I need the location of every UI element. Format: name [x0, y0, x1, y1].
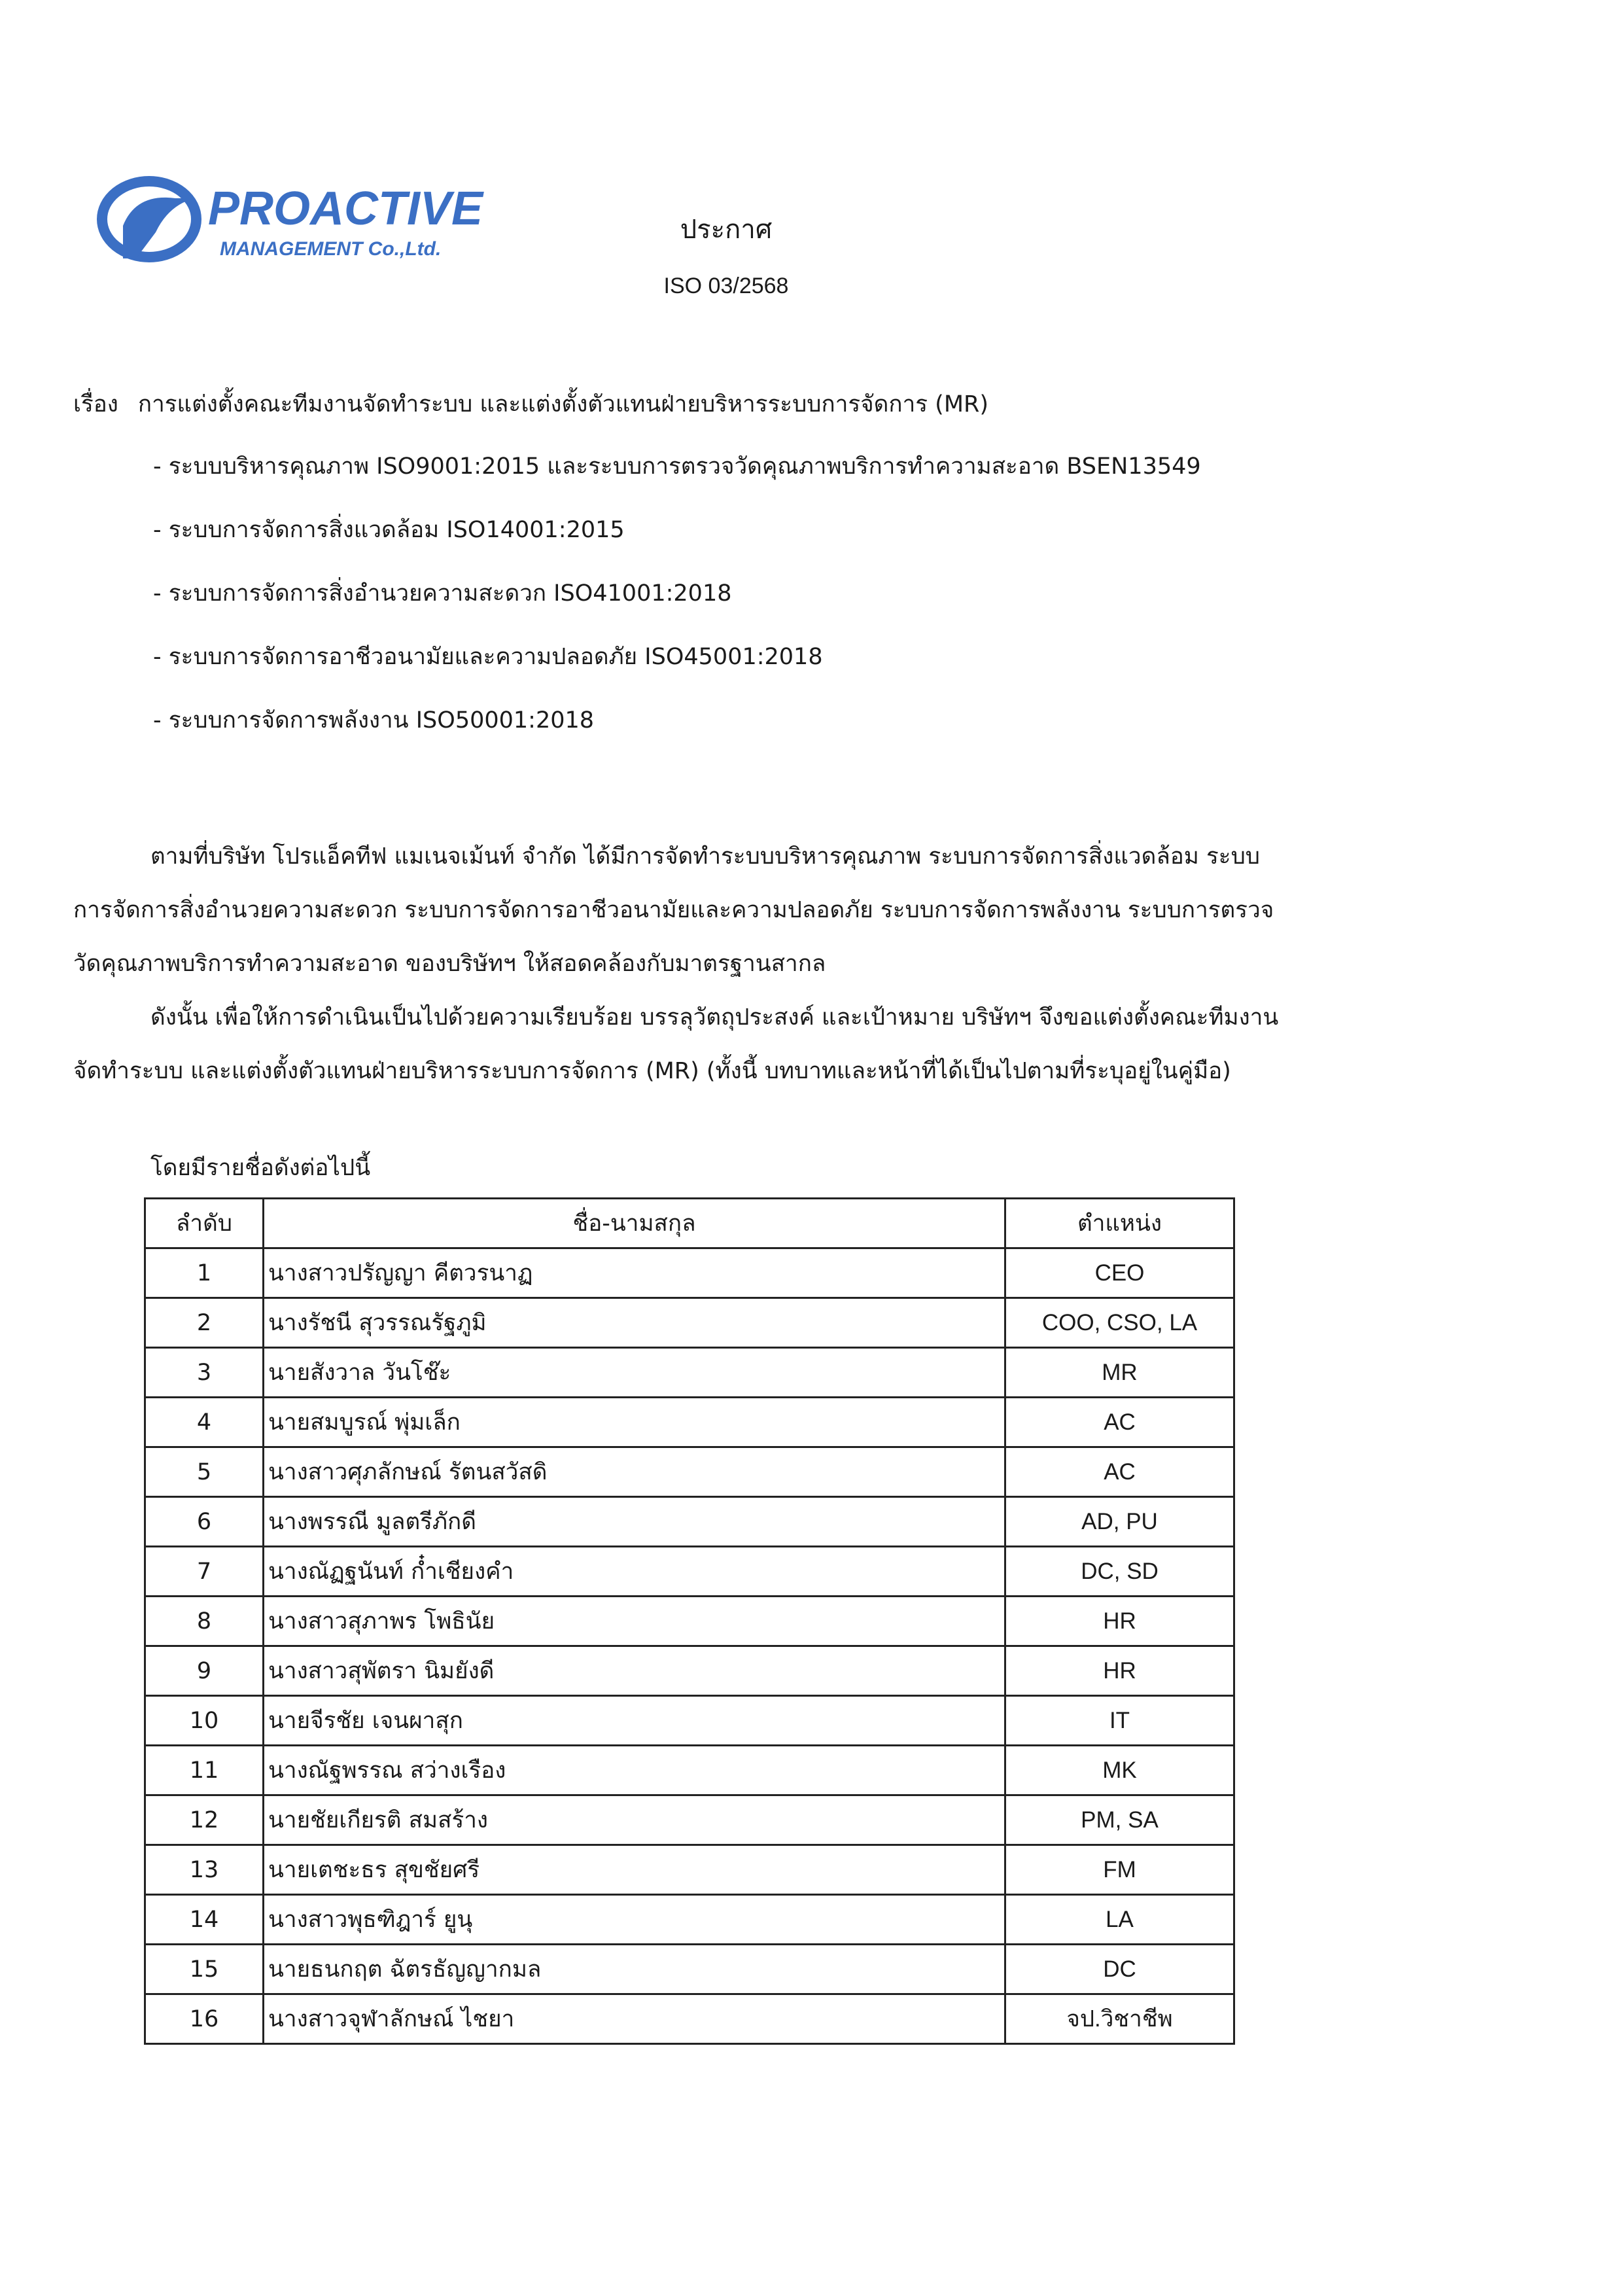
logo-sub: MANAGEMENT Co.,Ltd.: [220, 238, 442, 260]
row-name: นายธนกฤต ฉัตรธัญญากมล: [264, 1945, 1005, 1994]
header-name: ชื่อ-นามสกุล: [264, 1199, 1005, 1248]
row-name: นางณัฐพรรณ สว่างเรือง: [264, 1746, 1005, 1795]
row-order: 14: [145, 1895, 264, 1945]
table-row: [145, 1248, 1234, 1298]
row-name: นางสาวศุภลักษณ์ รัตนสวัสดิ: [264, 1447, 1005, 1497]
row-order: 2: [145, 1298, 264, 1348]
row-name: นายชัยเกียรติ สมสร้าง: [264, 1795, 1005, 1845]
row-position: DC, SD: [1005, 1547, 1234, 1597]
row-position: MR: [1005, 1348, 1234, 1398]
row-position: LA: [1005, 1895, 1234, 1945]
table-header-row: [145, 1199, 1234, 1248]
table-row: [145, 1497, 1234, 1547]
table-row: [145, 1696, 1234, 1746]
row-order: 16: [145, 1994, 264, 2044]
row-name: นางณัฏฐนันท์ ก๋ำเชียงคำ: [264, 1547, 1005, 1597]
system-item: - ระบบการจัดการสิ่งอำนวยความสะดวก ISO41001:2018: [153, 577, 1201, 641]
table-row: [145, 1547, 1234, 1597]
row-order: 12: [145, 1795, 264, 1845]
row-order: 3: [145, 1348, 264, 1398]
system-item: - ระบบการจัดการอาชีวอนามัยและความปลอดภัย ISO45001:2018: [153, 641, 1201, 704]
row-order: 4: [145, 1398, 264, 1447]
row-order: 10: [145, 1696, 264, 1746]
row-order: 13: [145, 1845, 264, 1895]
row-position: DC: [1005, 1945, 1234, 1994]
document-number: ISO 03/2568: [663, 274, 789, 298]
row-order: 6: [145, 1497, 264, 1547]
row-name: นางสาวสุพัตรา นิมยังดี: [264, 1646, 1005, 1696]
header-position: ตำแหน่ง: [1005, 1199, 1234, 1248]
announcement-body: [73, 830, 1297, 1098]
row-order: 11: [145, 1746, 264, 1795]
system-item: - ระบบบริหารคุณภาพ ISO9001:2015 และระบบการตรวจวัดคุณภาพบริการทำความสะอาด BSEN13549: [153, 450, 1201, 514]
table-row: [145, 1398, 1234, 1447]
row-order: 8: [145, 1597, 264, 1646]
system-item: - ระบบการจัดการสิ่งแวดล้อม ISO14001:2015: [153, 514, 1201, 577]
row-order: 1: [145, 1248, 264, 1298]
row-order: 15: [145, 1945, 264, 1994]
table-row: [145, 1994, 1234, 2044]
list-intro: โดยมีรายชื่อดังต่อไปนี้: [150, 1155, 371, 1181]
team-table: [144, 1197, 1235, 2045]
row-name: นายจีรชัย เจนผาสุก: [264, 1696, 1005, 1746]
table-row: [145, 1746, 1234, 1795]
row-order: 9: [145, 1646, 264, 1696]
row-order: 7: [145, 1547, 264, 1597]
row-position: MK: [1005, 1746, 1234, 1795]
table-row: [145, 1646, 1234, 1696]
row-position: PM, SA: [1005, 1795, 1234, 1845]
management-systems-list: [153, 450, 1201, 768]
subject-label: เรื่อง: [73, 391, 118, 417]
row-position: COO, CSO, LA: [1005, 1298, 1234, 1348]
row-position: AD, PU: [1005, 1497, 1234, 1547]
logo-name: PROACTIVE: [208, 183, 483, 235]
row-position: HR: [1005, 1597, 1234, 1646]
table-row: [145, 1795, 1234, 1845]
row-position: CEO: [1005, 1248, 1234, 1298]
row-name: นายเตชะธร สุขชัยศรี: [264, 1845, 1005, 1895]
row-name: นางสาวสุภาพร โพธินัย: [264, 1597, 1005, 1646]
row-position: AC: [1005, 1447, 1234, 1497]
subject-line: [73, 386, 988, 422]
row-name: นายสมบูรณ์ พุ่มเล็ก: [264, 1398, 1005, 1447]
header-order: ลำดับ: [145, 1199, 264, 1248]
table-row: [145, 1348, 1234, 1398]
system-item: - ระบบการจัดการพลังงาน ISO50001:2018: [153, 704, 1201, 768]
body-paragraph-2: ดังนั้น เพื่อให้การดำเนินเป็นไปด้วยความเรียบร้อย บรรลุวัตถุประสงค์ และเป้าหมาย บริษัทฯ จึงขอแต่งตั้งคณะทีมงานจัดทำระบบ และแต่งตั้งตัวแทนฝ่ายบริหารระบบการจัดการ (MR) (ทั้งนี้ บทบาทและหน้าที่ได้เป็นไปตามที่ระบุอยู่ในคู่มือ): [73, 1004, 1279, 1084]
table-row: [145, 1298, 1234, 1348]
body-paragraph-1: ตามที่บริษัท โปรแอ็คทีฟ แมเนจเม้นท์ จำกัด ได้มีการจัดทำระบบบริหารคุณภาพ ระบบการจัดการสิ่งแวดล้อม ระบบการจัดการสิ่งอำนวยความสะดวก ระบบการจัดการอาชีวอนามัยและความปลอดภัย ระบบการจัดการพลังงาน ระบบการตรวจวัดคุณภาพบริการทำความสะอาด ของบริษัทฯ ให้สอดคล้องกับมาตรฐานสากล: [73, 843, 1274, 977]
row-name: นางสาวพุธฑิฎาร์ ยูนุ: [264, 1895, 1005, 1945]
table-row: [145, 1447, 1234, 1497]
table-row: [145, 1895, 1234, 1945]
row-name: นางรัชนี สุวรรณรัฐภูมิ: [264, 1298, 1005, 1348]
row-name: นางพรรณี มูลตรีภักดี: [264, 1497, 1005, 1547]
table-row: [145, 1597, 1234, 1646]
row-name: นายสังวาล วันโช๊ะ: [264, 1348, 1005, 1398]
row-name: นางสาวจุฬาลักษณ์ ไชยา: [264, 1994, 1005, 2044]
row-position: IT: [1005, 1696, 1234, 1746]
row-position: HR: [1005, 1646, 1234, 1696]
table-row: [145, 1845, 1234, 1895]
row-order: 5: [145, 1447, 264, 1497]
row-position: จป.วิชาชีพ: [1005, 1994, 1234, 2044]
row-position: AC: [1005, 1398, 1234, 1447]
row-name: นางสาวปรัญญา คีตวรนาฏ: [264, 1248, 1005, 1298]
announcement-title: ประกาศ: [680, 215, 773, 245]
subject-text: การแต่งตั้งคณะทีมงานจัดทำระบบ และแต่งตั้งตัวแทนฝ่ายบริหารระบบการจัดการ (MR): [137, 391, 988, 417]
row-position: FM: [1005, 1845, 1234, 1895]
table-row: [145, 1945, 1234, 1994]
